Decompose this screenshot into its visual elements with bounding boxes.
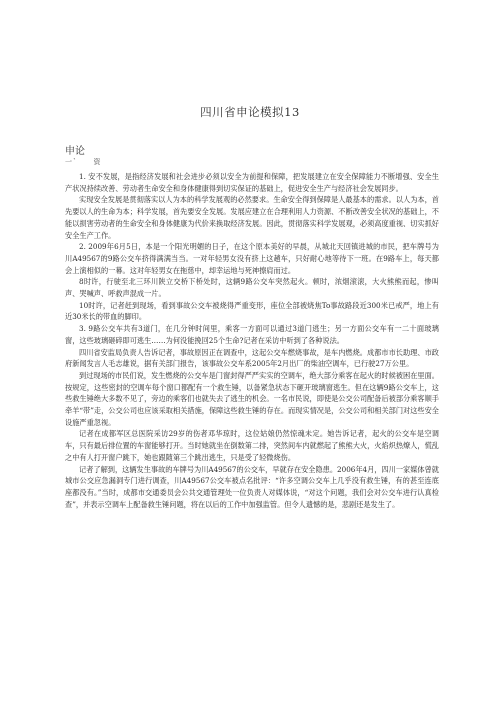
subheading-label: 资 — [93, 158, 102, 166]
paragraph: 3. 9路公交车共有3道门，在几分钟时间里，乘客一方面可以通过3道门逃生；另一方面公交车有一二十面玻璃窗，这些玻璃砸碎即可逃生……为何没能挽回25个生命?记者在采访中听到了各种说法。 — [65, 324, 439, 345]
paragraph: 1. 安不发展，是指经济发展和社会进步必须以安全为前提和保障，把发展建立在安全保障能力不断增强、安全生产状况持续改善、劳动者生命安全和身体健康得到切实保证的基础上，促进安全生产与经济社会发展同步。 — [65, 172, 439, 193]
paragraph: 10时许，记者赶到现场，看到事故公交车被烧得严重变形，座位全部被烧焦To事故路段近300米已戒严，地上有近30米长的带血的脚印。 — [65, 300, 439, 322]
paragraph: 记者了解到，这辆发生事故的车牌号为川A49567的公交车，早就存在安全隐患。2006年4月，四川一家媒体曾就城市公交应急漏洞专门进行调查，川A49567公交车被点名批评：“许多空调公交车上几乎没有救生锤，有的甚至连底座都没有。”当时，成都市交通委员会公共交通管理处一位负责人对媒体说，“对这个问题，我们会对公交车进行认真检查”，并表示空调车上配备救生锤问题，将在以后的工作中加强监管。但令人遗憾的是，悲剧还是发生了。 — [65, 464, 439, 509]
paragraph: 四川省安监局负责人告诉记者，事故原因正在调查中，这起公交车燃烧事故，是车内燃烧。成都市市长助理、市政府新闻发言人毛志雄说，据有关部门报告，该事故公交车系2005年2月出厂的柴油空调车，已行驶27万公里。 — [65, 347, 439, 369]
document-title: 四川省申论模拟13 — [200, 105, 300, 119]
document-body — [65, 171, 439, 510]
paragraph: 到过现场的市民们说，发生燃烧的公交车是门窗封得严严实实的空调车，绝大部分乘客在起火的时候被困在里面。按规定，这些密封的空调车每个窗口都配有一个救生锤，以备紧急状态下砸开玻璃窗逃生。但在这辆9路公交车上，这些救生锤绝大多数不见了，旁边的乘客们也就失去了逃生的机会。一名市民说，即使是公交公司配备后被部分乘客顺手牵羊“带”走，公交公司也应该采取相关措施，保障这些救生锤的存在。而现实情况是，公交公司和相关部门对这些安全设施严重忽视。 — [65, 370, 439, 427]
paragraph: 2. 2009年6月5日，本是一个阳光明媚的日子，在这个原本美好的早晨，从城北天回镇进城的市民，把车牌号为川A49567的9路公交车挤得满满当当。一对年轻男女没有挤上这趟车，只好耐心地等待下一班。在9路车上，每天都会上演相似的一幕。这对年轻男女在拖慈中，却幸运地与死神擦肩而过。 — [65, 242, 439, 275]
subheading-number: 一` — [65, 158, 78, 166]
paragraph: 记者在成都军区总医院采访29岁的伤者邓华琼时，这位姑娘仍然惊魂未定。她告诉记者，起火的公交车是空调车，只有最后排位置的车窗能够打开。当时她就坐在倒数第二排，突然间车内就燃起了熊熊大火，火焰炽热燎人，慌乱之中有人打开窗户跳下，她也跟随第三个跳出逃生，只是受了轻微烧伤。 — [65, 429, 439, 462]
section-heading: 申论 — [65, 146, 85, 157]
paragraph: 8时许，行驶至北三环川陕立交桥下桥处时，这辆9路公交车突然起火。顿时，浓烟滚滚，大火熊熊而起，惨叫声、哭喊声、呼救声混成一片。 — [65, 277, 439, 299]
paragraph: 实现安全发展是贯彻落实以人为本的科学发展观的必然要求。生命安全得到保障是人最基本的需求。以人为本，首先要以人的生命为本；科学发展，首先要安全发展。发展应建立在合理利用人力资源、不断改善安全状况的基础上，不能以损害劳动者的生命安全和身体健康为代价来换取经济发展。因此，贯彻落实科学发展观，必须高度重视、切实抓好安全生产工作。 — [65, 195, 439, 240]
subheading — [65, 157, 102, 167]
